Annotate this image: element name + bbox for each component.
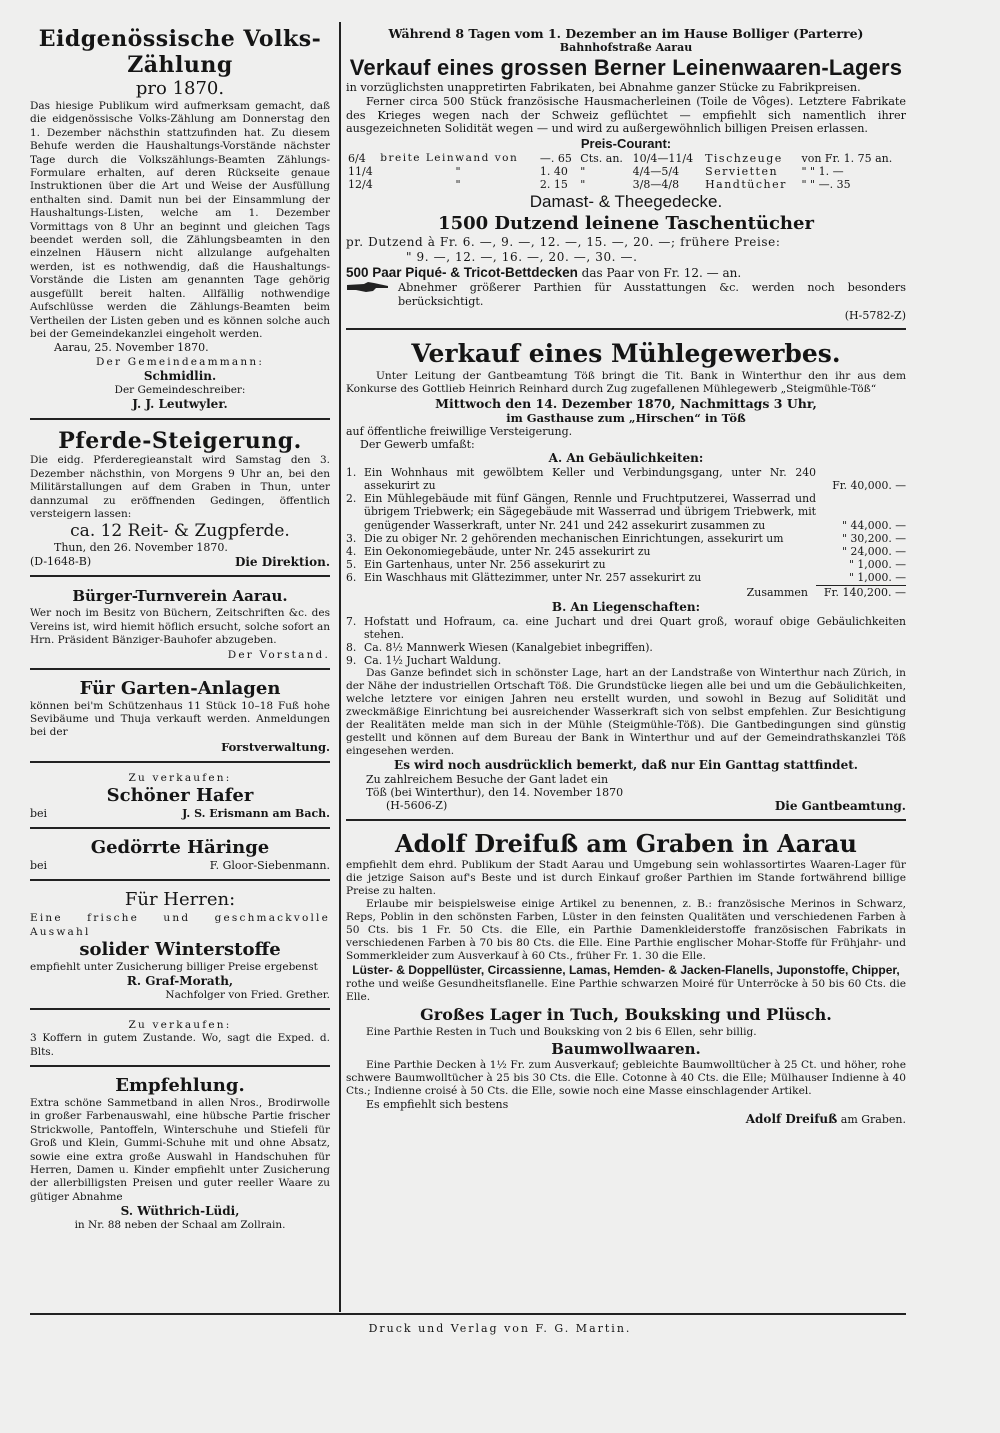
ad-date: Mittwoch den 14. Dezember 1870, Nachmittags 3 Uhr, — [435, 395, 817, 411]
table-row — [346, 152, 906, 165]
ad-highlight: 500 Paar Piqué- & Tricot-Bettdecken — [346, 265, 578, 281]
ad-code: (H-5606-Z) — [386, 799, 448, 813]
ad-title: Empfehlung. — [115, 1075, 245, 1096]
item-number: 3. — [346, 531, 357, 545]
ad-title: Verkauf eines grossen Berner Leinenwaaren-Lagers — [349, 55, 903, 80]
item-number: 5. — [346, 558, 357, 572]
table-cell: " — [580, 165, 586, 179]
table-cell: —. 65 — [539, 152, 572, 166]
table-cell: 1. 40 — [539, 165, 568, 179]
item-text: Hofstatt und Hofraum, ca. eine Juchart und drei Quart groß, worauf obige Gebäulichkeiten stehen. — [364, 614, 906, 641]
ad-signature: J. J. Leutwyler. — [132, 397, 228, 412]
ad-body: Die eidg. Pferderegieanstalt wird Samstag den 3. Dezember nächsthin, von Morgens 9 Uhr an, bei den Militärstallungen auf dem Graben in Thun, unter dannzumal zu eröffnenden Gedingen, öffentlich versteigern lassen: — [30, 454, 330, 520]
ad-title: Verkauf eines Mühlegewerbes. — [411, 338, 841, 368]
list-item — [346, 558, 906, 571]
ad-signature: S. Wüthrich-Lüdi, — [120, 1204, 240, 1219]
ad-head: Zu verkaufen: — [128, 771, 232, 784]
ad-note: Abnehmer größerer Parthien für Ausstattungen &c. werden noch besonders berücksichtigt. — [398, 281, 906, 308]
total-row — [346, 586, 906, 600]
ad-title: Schöner Hafer — [106, 784, 254, 806]
pointing-hand-icon — [346, 281, 390, 293]
ad-text: das Paar von Fr. 12. — an. — [581, 266, 742, 281]
ad-closing: Es empfiehlt sich bestens — [366, 1098, 509, 1112]
ad-title: Pferde-Steigerung. — [58, 428, 302, 455]
ad-bei: bei — [30, 858, 48, 872]
ad-intro: Bahnhofstraße Aarau — [559, 41, 693, 54]
list-item — [346, 615, 906, 641]
ad-code: (H-5782-Z) — [844, 308, 906, 322]
ad-date: Thun, den 26. November 1870. — [54, 541, 228, 555]
table-cell: 6/4 — [348, 152, 366, 166]
ad-title: Für Garten-Anlagen — [79, 677, 281, 699]
ad-horse-auction — [30, 424, 330, 577]
ad-text: Der Gewerb umfaßt: — [360, 437, 475, 451]
item-number: 9. — [346, 654, 357, 668]
ad-highlight: solider Winterstoffe — [79, 938, 281, 960]
ad-body: rothe und weiße Gesundheitsflanelle. Eine Parthie schwarzen Moiré für Unterröcke à 50 bis 60 Cts. die Elle. — [346, 978, 906, 1004]
ad-body: Erlaube mir beispielsweise einige Artikel zu benennen, z. B.: französische Merinos in Schwarz, Reps, Poblin in den schönsten Farben, Lüster in den feinsten Qualitäten und verschiedenen Farben à 50 Cts. bis 1 Fr. 50 Cts. die Elle, ein Parthie Damenkleiderstoffe französischen Fabrikats in verschiedenen Farben à 70 bis 80 Cts. die Elle. Eine Parthie englischer Mohar-Stoffe für Frühjahr- und Sommerkleider zum Ausverkauf à 60 Cts., früher Fr. 1. 30 die Elle. — [346, 898, 906, 963]
item-amount: Fr. 40,000. — — [832, 478, 906, 492]
item-number: 6. — [346, 571, 357, 585]
ad-title: Für Herren: — [124, 888, 236, 910]
ad-body: Ferner circa 500 Stück französische Hausmacherleinen (Toile de Vôges). Letztere Fabrikate des Krieges wegen nach der Schweiz geflüchtet — empfiehlt sich namentlich ihrer ausgezeichneten Solidität wegen — und wird zu außergewöhnlich billigen Preisen erlassen. — [346, 94, 906, 136]
ad-title: Bürger-Turnverein Aarau. — [72, 587, 288, 606]
ad-highlight: Damast- & Theegedecke. — [529, 192, 723, 212]
ad-census — [30, 22, 330, 420]
ad-title: Adolf Dreifuß am Graben in Aarau — [395, 829, 857, 859]
ad-dreifuss — [346, 825, 906, 1133]
ad-haringe — [30, 833, 330, 881]
item-number: 8. — [346, 641, 357, 655]
ad-line: Eine frische und geschmackvolle Auswahl — [30, 911, 330, 938]
ad-body: Das hiesige Publikum wird aufmerksam gemacht, daß die eidgenössische Volks-Zählung am Donnerstag den 1. Dezember nächsthin stattzufinden hat. Zu diesem Behufe werden die Haushaltungs-Vorstände nächster Tage durch die Volkszählungs-Beamten Zählungs-Formulare erhalten, auf deren Rückseite genaue Instruktionen über die Art und Weise der Ausfüllung enthalten sind. Damit nun bei der Einsammlung der Haushaltungs-Listen, welche am 1. Dezember Vormittags von 8 Uhr an beginnt und gleichen Tags beendet werden soll, die Zählungsbeamten in den einzelnen Häusern nicht allzulange aufgehalten werden, ist es nothwendig, daß die Haushaltungs-Vorstände die Listen am genannten Tage gehörig ausgefüllt bereit halten. Allfällig nothwendige Aufschlüsse werden die Zählungs-Beamten beim Vertheilen der Listen geben und es können solche auch bei der Gemeindekanzlei eingeholt werden. — [30, 100, 330, 340]
ad-body: empfiehlt dem ehrd. Publikum der Stadt Aarau und Umgebung sein wohlassortirtes Waaren-Lager für die jetzige Saison auf's Beste und ist durch Einkauf großer Parthien im Stande fortwährend billige Preise zu halten. — [346, 859, 906, 898]
ad-signature: Die Direktion. — [234, 555, 330, 570]
printer-imprint: Druck und Verlag von F. G. Martin. — [368, 1322, 632, 1335]
item-text: Ein Mühlegebäude mit fünf Gängen, Rennle und Fruchtputzerei, Wasserrad und übrigem Triebwerk; ein Sägegebäude mit Wasserrad und übrigem Triebwerk, mit genügender Wasserkraft, unter Nr. 241 und 242 assekurirt zusammen zu — [364, 492, 816, 532]
total-label: Zusammen — [746, 585, 808, 599]
list-item — [346, 492, 906, 532]
table-row — [346, 165, 906, 178]
ad-sub: Nachfolger von Fried. Grether. — [165, 989, 330, 1002]
ad-garden — [30, 674, 330, 763]
item-text: Ca. 1½ Juchart Waldung. — [364, 654, 502, 668]
item-number: 2. — [346, 492, 357, 506]
item-text: Ca. 8½ Mannwerk Wiesen (Kanalgebiet inbegriffen). — [364, 641, 653, 655]
table-cell: Handtücher — [705, 178, 787, 192]
table-cell: " — [580, 178, 586, 192]
section-heading: Baumwollwaaren. — [551, 1040, 701, 1059]
ad-role: Der Gemeindeammann: — [95, 356, 265, 369]
table-cell: 10/4—11/4 — [632, 152, 694, 166]
item-text: Ein Waschhaus mit Glättezimmer, unter Nr. 257 assekurirt zu — [364, 571, 702, 585]
ad-signature: Adolf Dreifuß — [745, 1112, 838, 1127]
ad-bei: bei — [30, 806, 48, 820]
ad-title: Eidgenössische Volks-Zählung — [38, 26, 322, 78]
ad-body: in vorzüglichsten unappretirten Fabrikaten, bei Abnahme ganzer Stücke zu Fabrikpreisen. — [346, 81, 861, 94]
ad-body: Eine Parthie Decken à 1½ Fr. zum Ausverkauf; gebleichte Baumwolltücher à 25 Ct. und höher, rohe schwere Baumwolltücher à 25 bis 30 Cts. die Elle. Cotonne à 40 Cts. die Elle; Mülhauser Indienne à 40 Cts.; Indienne croisé à 50 Cts. die Elle, sowie noch eine Masse einschlagender Artikel. — [346, 1059, 906, 1098]
right-column — [346, 22, 906, 1137]
item-number: 4. — [346, 545, 357, 558]
ad-linen-sale — [346, 22, 906, 330]
ad-head: Zu verkaufen: — [128, 1019, 232, 1032]
item-amount: " 30,200. — — [842, 531, 906, 545]
section-heading: A. An Gebäulichkeiten: — [548, 450, 704, 465]
footer-rule — [30, 1313, 906, 1315]
item-amount: " 1,000. — — [816, 571, 906, 585]
table-cell: 4/4—5/4 — [632, 165, 680, 179]
item-number: 1. — [346, 465, 357, 479]
ad-signature: Forstverwaltung. — [221, 739, 330, 754]
ad-turnverein — [30, 581, 330, 669]
ad-signature: J. S. Erismann am Bach. — [182, 806, 330, 820]
ad-body: Das Ganze befindet sich in schönster Lage, hart an der Landstraße von Winterthur nach Zürich, in der Nähe der industriellen Ortschaft Töß. Die Grundstücke liegen alle bei und um die Gebäulichkeiten, welche letztere vor einigen Jahren neu erstellt wurden, und sowohl in Bezug auf Solidität und zweckmäßige Einrichtung bei ausreichender Wasserkraft sich von selbst empfehlen. Zur Besichtigung der Realitäten melde man sich in der Mühle (Steigmühle-Töß). Die Gantbedingungen sind günstig gestellt und können auf dem Bureau der Bank in Winterthur und auf der Gemeindrathskanzlei Töß eingesehen werden. — [346, 667, 906, 758]
item-text: Ein Wohnhaus mit gewölbtem Keller und Verbindungsgang, unter Nr. 240 assekurirt zu — [364, 465, 816, 492]
list-item — [346, 532, 906, 545]
ad-body: Eine Parthie Resten in Tuch und Bouksking von 2 bis 6 Ellen, sehr billig. — [366, 1026, 757, 1039]
table-cell: " — [455, 178, 461, 192]
ad-title: Gedörrte Häringe — [90, 836, 270, 858]
table-cell: 3/8—4/8 — [632, 178, 680, 192]
ad-text: auf öffentliche freiwillige Versteigerung. — [346, 424, 573, 438]
ad-place: im Gasthause zum „Hirschen“ in Töß — [506, 410, 746, 425]
ad-signature: R. Graf-Morath, — [126, 974, 234, 989]
table-cell: " — [455, 165, 461, 179]
table-cell: " " 1. — — [801, 165, 844, 179]
item-amount: " 44,000. — — [842, 518, 906, 532]
ad-body: Wer noch im Besitz von Büchern, Zeitschriften &c. des Vereins ist, wird hiemit höflich ersucht, solche sofort an Hrn. Präsident Bänziger-Bauhofer abzugeben. — [30, 607, 330, 647]
ad-highlight: Großes Lager in Tuch, Bouksking und Plüsch. — [420, 1005, 832, 1025]
column-divider — [339, 22, 341, 1312]
ad-body: empfiehlt unter Zusicherung billiger Preise ergebenst — [30, 960, 318, 973]
ad-body: Unter Leitung der Gantbeamtung Töß bringt die Tit. Bank in Winterthur den ihr aus dem Konkurse des Gottlieb Heinrich Reinhard durch Zug zugefallenen Mühlegewerb „Steigmühle-Töß“ — [346, 369, 906, 395]
ad-highlight: Lüster- & Doppellüster, Circassienne, Lamas, Hemden- & Jacken-Flanells, Juponstoffe, Chipper, — [352, 963, 900, 978]
list-item — [346, 571, 906, 585]
table-cell: 2. 15 — [539, 178, 568, 192]
price-list-table — [346, 152, 906, 191]
list-item — [346, 545, 906, 558]
ad-hafer — [30, 767, 330, 829]
ad-code: (D-1648-B) — [30, 555, 92, 569]
table-cell: 11/4 — [348, 165, 373, 179]
total-value: Fr. 140,200. — — [823, 585, 906, 599]
ad-intro: Während 8 Tagen vom 1. Dezember an im Hause Bolliger (Parterre) — [388, 26, 864, 41]
ad-subtitle: pro 1870. — [135, 78, 225, 99]
ad-signature-suffix: am Graben. — [840, 1113, 906, 1127]
table-cell: von Fr. 1. 75 an. — [801, 152, 893, 166]
ad-role: Der Gemeindeschreiber: — [114, 384, 246, 397]
item-text: Ein Oekonomiegebäude, unter Nr. 245 assekurirt zu — [364, 545, 651, 558]
list-item — [346, 466, 906, 492]
item-number: 7. — [346, 614, 357, 628]
ad-place: Töß (bei Winterthur), den 14. November 1870 — [366, 786, 624, 800]
ad-highlight: Es wird noch ausdrücklich bemerkt, daß nur Ein Ganttag stattfindet. — [394, 758, 858, 773]
left-column — [30, 22, 330, 1242]
price-list-title: Preis-Courant: — [580, 136, 672, 152]
ad-koffern — [30, 1014, 330, 1067]
ad-body: 3 Koffern in gutem Zustande. Wo, sagt die Exped. d. Blts. — [30, 1032, 330, 1058]
ad-empfehlung — [30, 1071, 330, 1238]
list-item — [346, 654, 906, 667]
ad-signature: F. Gloor-Siebenmann. — [209, 858, 330, 872]
item-text: Ein Gartenhaus, unter Nr. 256 assekurirt zu — [364, 558, 606, 572]
ad-body: Extra schöne Sammetband in allen Nros., Brodirwolle in großer Farbenauswahl, eine hübsche Partie frischer Strickwolle, Pantoffeln, Winterschuhe und Stiefeli für Groß und Klein, Gummi-Schuhe mit und ohne Absatz, sowie eine extra große Auswahl in Handschuhen für Herren, Damen u. Kinder empfiehlt unter Zusicherung der allerbilligsten Preisen und guter reeller Waare zu gütiger Abnahme — [30, 1097, 330, 1203]
ad-text: Zu zahlreichem Besuche der Gant ladet ein — [366, 773, 609, 787]
ad-prices: pr. Dutzend à Fr. 6. —, 9. —, 12. —, 15. —, 20. —; frühere Preise: — [346, 235, 781, 250]
ad-signature: Der Vorstand. — [227, 648, 330, 661]
ad-herren — [30, 885, 330, 1010]
ad-highlight: ca. 12 Reit- & Zugpferde. — [70, 521, 290, 542]
ad-highlight: 1500 Dutzend leinene Taschentücher — [438, 213, 814, 235]
table-row — [346, 178, 906, 191]
ad-date: Aarau, 25. November 1870. — [54, 341, 209, 355]
ad-address: in Nr. 88 neben der Schaal am Zollrain. — [74, 1219, 286, 1232]
item-amount: " 24,000. — — [842, 545, 906, 558]
table-cell: breite Leinwand von — [380, 152, 519, 165]
ad-mill-auction — [346, 334, 906, 822]
table-cell: Cts. an. — [580, 152, 623, 166]
item-text: Die zu obiger Nr. 2 gehörenden mechanischen Einrichtungen, assekurirt um — [364, 531, 784, 545]
table-cell: Tischzeuge — [705, 152, 783, 166]
table-cell: 12/4 — [348, 178, 373, 192]
item-amount: " 1,000. — — [849, 558, 906, 572]
list-item — [346, 641, 906, 654]
ad-signature: Die Gantbeamtung. — [774, 799, 906, 814]
table-cell: Servietten — [705, 165, 779, 179]
section-heading: B. An Liegenschaften: — [551, 599, 701, 614]
ad-signature: Schmidlin. — [143, 369, 217, 384]
ad-body: können bei'm Schützenhaus 11 Stück 10–18 Fuß hohe Sevibäume und Thuja verkauft werden. Anmeldungen bei der — [30, 699, 330, 739]
table-cell: " " —. 35 — [801, 178, 851, 192]
ad-prices: " 9. —, 12. —, 16. —, 20. —, 30. —. — [406, 250, 638, 265]
